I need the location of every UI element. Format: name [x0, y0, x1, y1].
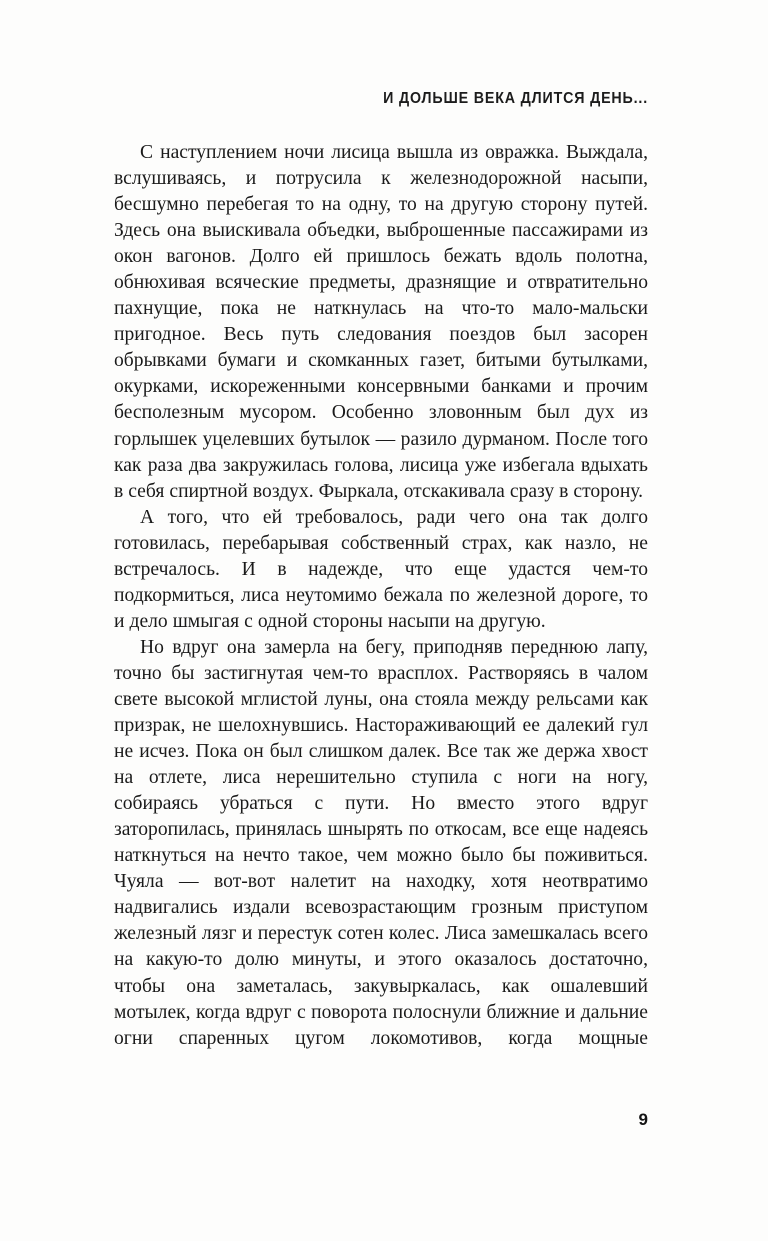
body-text-block — [114, 140, 648, 1052]
running-header: И ДОЛЬШЕ ВЕКА ДЛИТСЯ ДЕНЬ... — [383, 90, 648, 107]
page-number: 9 — [638, 1110, 648, 1129]
body-paragraph: Но вдруг она замерла на бегу, приподняв переднюю лапу, точно бы застигнутая чем-то врасплох. Растворяясь в чалом свете высокой мглистой луны, она стояла между рельсами как призрак, не шелохнувшись. Настораживающий ее далекий гул не исчез. Пока он был слишком далек. Все так же держа хвост на отлете, лиса нерешительно ступила с ноги на ногу, собираясь убраться с пути. Но вместо этого вдруг заторопилась, принялась шнырять по откосам, все еще надеясь наткнуться на нечто такое, чем можно было бы поживиться. Чуяла — вот-вот налетит на находку, хотя неотвратимо надвигались издали всевозрастающим грозным приступом железный лязг и перестук сотен колес. Лиса замешкалась всего на какую-то долю минуты, и этого оказалось достаточно, чтобы она заметалась, закувыркалась, как ошалевший мотылек, когда вдруг с поворота полоснули ближние и дальние огни спаренных цугом локомотивов, когда мощные — [114, 636, 648, 1049]
body-paragraph: С наступлением ночи лисица вышла из овражка. Выждала, вслушиваясь, и потрусила к железнодорожной насыпи, бесшумно перебегая то на одну, то на другую сторону путей. Здесь она выискивала объедки, выброшенные пассажирами из окон вагонов. Долго ей пришлось бежать вдоль полотна, обнюхивая всяческие предметы, дразнящие и отвратительно пахнущие, пока не наткнулась на что-то мало-мальски пригодное. Весь путь следования поездов был засорен обрывками бумаги и скомканных газет, битыми бутылками, окурками, искореженными консервными банками и прочим бесполезным мусором. Особенно зловонным был дух из горлышек уцелевших бутылок — разило дурманом. После того как раза два закружилась голова, лисица уже избегала вдыхать в себя спиртной воздух. Фыркала, отскакивала сразу в сторону. — [114, 142, 648, 502]
body-paragraph: А того, что ей требовалось, ради чего она так долго готовилась, перебарывая собственный страх, как назло, не встречалось. И в надежде, что еще удастся чем-то подкормиться, лиса неутомимо бежала по железной дороге, то и дело шмыгая с одной стороны насыпи на другую. — [114, 506, 648, 632]
